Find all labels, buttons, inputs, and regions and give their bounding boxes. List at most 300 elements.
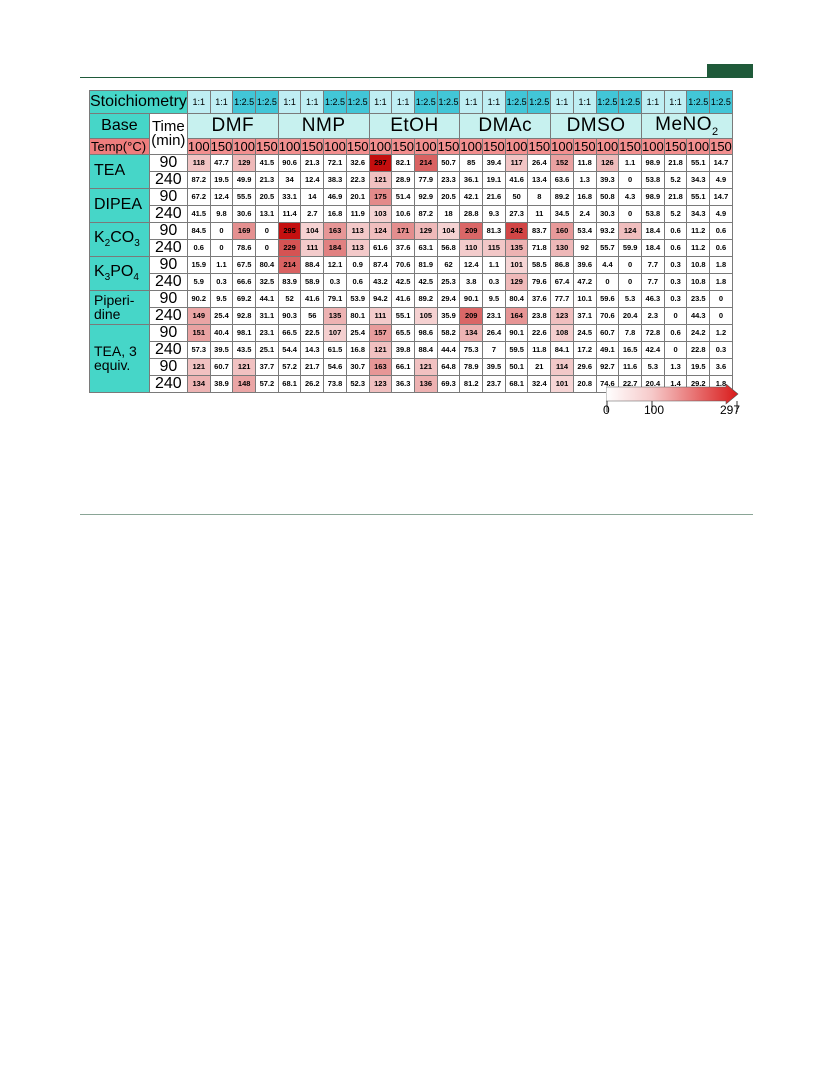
heatmap-value-cell: 10.8: [687, 256, 710, 273]
heatmap-value-cell: 175: [369, 188, 392, 205]
time-cell: 240: [149, 205, 187, 222]
heatmap-value-cell: 67.5: [233, 256, 256, 273]
heatmap-value-cell: 124: [619, 222, 642, 239]
stoichiometry-cell: 1:2.5: [528, 91, 551, 114]
time-cell: 90: [149, 154, 187, 171]
heatmap-value-cell: 39.3: [596, 171, 619, 188]
heatmap-value-cell: 0: [256, 239, 279, 256]
heatmap-value-cell: 22.6: [528, 324, 551, 341]
heatmap-value-cell: 72.8: [641, 324, 664, 341]
heatmap-value-cell: 121: [369, 341, 392, 358]
heatmap-value-cell: 0.6: [710, 222, 733, 239]
heatmap-value-cell: 44.3: [687, 307, 710, 324]
solvent-header: DMSO: [551, 114, 642, 139]
heatmap-value-cell: 129: [414, 222, 437, 239]
heatmap-value-cell: 26.4: [483, 324, 506, 341]
heatmap-value-cell: 163: [369, 358, 392, 375]
heatmap-value-cell: 22.5: [301, 324, 324, 341]
heatmap-value-cell: 0: [619, 273, 642, 290]
heatmap-value-cell: 92.9: [414, 188, 437, 205]
heatmap-value-cell: 151: [187, 324, 210, 341]
heatmap-value-cell: 164: [505, 307, 528, 324]
heatmap-value-cell: 26.2: [301, 375, 324, 392]
heatmap-value-cell: 81.2: [460, 375, 483, 392]
heatmap-value-cell: 5.2: [664, 205, 687, 222]
heatmap-value-cell: 34.5: [551, 205, 574, 222]
heatmap-value-cell: 134: [460, 324, 483, 341]
heatmap-value-cell: 71.8: [528, 239, 551, 256]
heatmap-value-cell: 58.2: [437, 324, 460, 341]
time-cell: 240: [149, 273, 187, 290]
heatmap-value-cell: 9.8: [210, 205, 233, 222]
heatmap-value-cell: 32.4: [528, 375, 551, 392]
heatmap-value-cell: 16.5: [619, 341, 642, 358]
heatmap-value-cell: 67.4: [551, 273, 574, 290]
heatmap-value-cell: 80.4: [256, 256, 279, 273]
temperature-label: Temp(°C): [90, 138, 150, 154]
stoichiometry-cell: 1:2.5: [619, 91, 642, 114]
heatmap-value-cell: 47.2: [573, 273, 596, 290]
heatmap-value-cell: 30.7: [346, 358, 369, 375]
heatmap-value-cell: 39.6: [573, 256, 596, 273]
stoichiometry-cell: 1:2.5: [414, 91, 437, 114]
heatmap-value-cell: 4.3: [619, 188, 642, 205]
heatmap-value-cell: 11.6: [619, 358, 642, 375]
heatmap-value-cell: 31.1: [256, 307, 279, 324]
heatmap-value-cell: 50.7: [437, 154, 460, 171]
heatmap-value-cell: 103: [369, 205, 392, 222]
heatmap-value-cell: 57.3: [187, 341, 210, 358]
solvent-header: NMP: [278, 114, 369, 139]
heatmap-value-cell: 74.6: [596, 375, 619, 392]
heatmap-value-cell: 0.3: [664, 256, 687, 273]
heatmap-value-cell: 29.2: [687, 375, 710, 392]
heatmap-value-cell: 62: [437, 256, 460, 273]
heatmap-value-cell: 105: [414, 307, 437, 324]
heatmap-value-cell: 0: [210, 222, 233, 239]
heatmap-value-cell: 163: [324, 222, 347, 239]
base-label: Piperi-dine: [90, 290, 150, 324]
heatmap-value-cell: 110: [460, 239, 483, 256]
heatmap-value-cell: 98.1: [233, 324, 256, 341]
heatmap-value-cell: 113: [346, 222, 369, 239]
legend-tick-max: 297: [720, 403, 741, 417]
heatmap-value-cell: 123: [369, 375, 392, 392]
heatmap-value-cell: 12.4: [460, 256, 483, 273]
heatmap-value-cell: 34: [278, 171, 301, 188]
heatmap-value-cell: 111: [369, 307, 392, 324]
heatmap-value-cell: 21.3: [256, 171, 279, 188]
heatmap-value-cell: 0: [710, 290, 733, 307]
heatmap-value-cell: 37.7: [256, 358, 279, 375]
header-block: [707, 64, 753, 77]
heatmap-value-cell: 13.1: [256, 205, 279, 222]
heatmap-value-cell: 42.5: [414, 273, 437, 290]
heatmap-value-cell: 209: [460, 307, 483, 324]
heatmap-value-cell: 20.1: [346, 188, 369, 205]
time-cell: 90: [149, 290, 187, 307]
heatmap-value-cell: 50.1: [505, 358, 528, 375]
heatmap-value-cell: 121: [233, 358, 256, 375]
heatmap-value-cell: 7: [483, 341, 506, 358]
heatmap-value-cell: 11.8: [528, 341, 551, 358]
heatmap-value-cell: 0.3: [483, 273, 506, 290]
heatmap-value-cell: 22.7: [619, 375, 642, 392]
heatmap-value-cell: 124: [369, 222, 392, 239]
heatmap-value-cell: 20.5: [256, 188, 279, 205]
heatmap-value-cell: 297: [369, 154, 392, 171]
heatmap-value-cell: 7.7: [641, 256, 664, 273]
heatmap-value-cell: 67.2: [187, 188, 210, 205]
stoichiometry-cell: 1:1: [664, 91, 687, 114]
heatmap-value-cell: 69.2: [233, 290, 256, 307]
temperature-cell: 100: [324, 138, 346, 154]
heatmap-value-cell: 19.5: [687, 358, 710, 375]
heatmap-value-cell: 0.6: [187, 239, 210, 256]
heatmap-value-cell: 16.8: [346, 341, 369, 358]
heatmap-value-cell: 4.4: [596, 256, 619, 273]
heatmap-value-cell: 0.3: [324, 273, 347, 290]
heatmap-value-cell: 56: [301, 307, 324, 324]
heatmap-value-cell: 20.5: [437, 188, 460, 205]
heatmap-value-cell: 121: [414, 358, 437, 375]
heatmap-value-cell: 65.5: [392, 324, 415, 341]
heatmap-value-cell: 57.2: [256, 375, 279, 392]
heatmap-value-cell: 41.5: [187, 205, 210, 222]
heatmap-value-cell: 59.9: [619, 239, 642, 256]
heatmap-value-cell: 34.3: [687, 205, 710, 222]
heatmap-value-cell: 23.5: [687, 290, 710, 307]
header-rule: [80, 77, 753, 78]
heatmap-value-cell: 29.4: [437, 290, 460, 307]
time-cell: 90: [149, 256, 187, 273]
heatmap-value-cell: 14.3: [301, 341, 324, 358]
heatmap-value-cell: 1.8: [710, 375, 733, 392]
heatmap-value-cell: 9.5: [483, 290, 506, 307]
heatmap-value-cell: 3.8: [460, 273, 483, 290]
heatmap-value-cell: 37.6: [392, 239, 415, 256]
heatmap-value-cell: 70.6: [392, 256, 415, 273]
heatmap-value-cell: 11.2: [687, 239, 710, 256]
heatmap-value-cell: 101: [551, 375, 574, 392]
heatmap-value-cell: 39.5: [210, 341, 233, 358]
heatmap-value-cell: 229: [278, 239, 301, 256]
temperature-cell: 100: [369, 138, 392, 154]
heatmap-value-cell: 101: [505, 256, 528, 273]
stoichiometry-cell: 1:1: [392, 91, 415, 114]
temperature-cell: 150: [437, 138, 460, 154]
heatmap-value-cell: 1.3: [573, 171, 596, 188]
heatmap-value-cell: 17.2: [573, 341, 596, 358]
heatmap-value-cell: 30.3: [596, 205, 619, 222]
heatmap-value-cell: 0: [619, 205, 642, 222]
heatmap-value-cell: 184: [324, 239, 347, 256]
heatmap-value-cell: 0: [596, 273, 619, 290]
heatmap-value-cell: 11.2: [687, 222, 710, 239]
heatmap-value-cell: 157: [369, 324, 392, 341]
heatmap-value-cell: 90.3: [278, 307, 301, 324]
temperature-cell: 100: [187, 138, 210, 154]
stoichiometry-cell: 1:2.5: [324, 91, 347, 114]
heatmap-value-cell: 149: [187, 307, 210, 324]
stoichiometry-cell: 1:1: [573, 91, 596, 114]
heatmap-value-cell: 55.1: [392, 307, 415, 324]
heatmap-value-cell: 18: [437, 205, 460, 222]
time-cell: 90: [149, 358, 187, 375]
stoichiometry-cell: 1:1: [278, 91, 301, 114]
heatmap-value-cell: 121: [187, 358, 210, 375]
temperature-cell: 150: [664, 138, 687, 154]
heatmap-value-cell: 11: [528, 205, 551, 222]
footer-rule: [80, 514, 753, 515]
heatmap-value-cell: 25.4: [346, 324, 369, 341]
temperature-cell: 150: [256, 138, 278, 154]
heatmap-value-cell: 81.9: [414, 256, 437, 273]
heatmap-value-cell: 0.6: [346, 273, 369, 290]
heatmap-value-cell: 16.8: [324, 205, 347, 222]
heatmap-value-cell: 40.4: [210, 324, 233, 341]
heatmap-value-cell: 1.3: [664, 358, 687, 375]
heatmap-value-cell: 152: [551, 154, 574, 171]
base-label: TEA: [90, 154, 150, 188]
heatmap-value-cell: 84.1: [551, 341, 574, 358]
heatmap-value-cell: 0: [710, 307, 733, 324]
temperature-cell: 100: [687, 138, 710, 154]
heatmap-value-cell: 12.4: [301, 171, 324, 188]
heatmap-value-cell: 42.5: [392, 273, 415, 290]
temperature-cell: 100: [551, 138, 573, 154]
heatmap-value-cell: 1.1: [619, 154, 642, 171]
heatmap-value-cell: 46.3: [641, 290, 664, 307]
heatmap-value-cell: 43.2: [369, 273, 392, 290]
temperature-cell: 150: [710, 138, 732, 154]
heatmap-value-cell: 37.6: [528, 290, 551, 307]
heatmap-value-cell: 23.8: [528, 307, 551, 324]
heatmap-value-cell: 0: [619, 256, 642, 273]
heatmap-value-cell: 52.3: [346, 375, 369, 392]
heatmap-value-cell: 93.2: [596, 222, 619, 239]
heatmap-value-cell: 20.4: [619, 307, 642, 324]
heatmap-value-cell: 160: [551, 222, 574, 239]
heatmap-value-cell: 90.1: [460, 290, 483, 307]
heatmap-value-cell: 0.6: [664, 239, 687, 256]
heatmap-value-cell: 115: [483, 239, 506, 256]
heatmap-value-cell: 1.2: [710, 324, 733, 341]
heatmap-value-cell: 23.1: [256, 324, 279, 341]
heatmap-value-cell: 10.1: [573, 290, 596, 307]
heatmap-value-cell: 0: [210, 239, 233, 256]
heatmap-value-cell: 11.8: [573, 154, 596, 171]
heatmap-value-cell: 54.4: [278, 341, 301, 358]
heatmap-value-cell: 18.4: [641, 222, 664, 239]
heatmap-value-cell: 171: [392, 222, 415, 239]
heatmap-value-cell: 83.7: [528, 222, 551, 239]
heatmap-value-cell: 89.2: [551, 188, 574, 205]
heatmap-value-cell: 61.5: [324, 341, 347, 358]
heatmap-value-cell: 5.2: [664, 171, 687, 188]
heatmap-value-cell: 12.1: [324, 256, 347, 273]
heatmap-value-cell: 35.9: [437, 307, 460, 324]
heatmap-value-cell: 111: [301, 239, 324, 256]
heatmap-value-cell: 0.3: [210, 273, 233, 290]
heatmap-value-cell: 21.8: [664, 188, 687, 205]
temperature-cell: 150: [346, 138, 369, 154]
solvent-header: EtOH: [369, 114, 460, 139]
base-label: DIPEA: [90, 188, 150, 222]
heatmap-value-cell: 66.5: [278, 324, 301, 341]
temperature-cell: 150: [483, 138, 505, 154]
heatmap-value-cell: 41.5: [256, 154, 279, 171]
heatmap-value-cell: 130: [551, 239, 574, 256]
heatmap-value-cell: 9.3: [483, 205, 506, 222]
heatmap-value-cell: 0.3: [710, 341, 733, 358]
heatmap-value-cell: 32.6: [346, 154, 369, 171]
time-cell: 90: [149, 188, 187, 205]
heatmap-value-cell: 19.5: [210, 171, 233, 188]
heatmap-value-cell: 0.6: [664, 222, 687, 239]
heatmap-value-cell: 104: [437, 222, 460, 239]
heatmap-value-cell: 73.8: [324, 375, 347, 392]
heatmap-value-cell: 70.6: [596, 307, 619, 324]
stoichiometry-cell: 1:2.5: [687, 91, 710, 114]
heatmap-value-cell: 7.7: [641, 273, 664, 290]
heatmap-value-cell: 42.1: [460, 188, 483, 205]
stoichiometry-label: Stoichiometry: [90, 91, 188, 114]
heatmap-value-cell: 2.4: [573, 205, 596, 222]
temperature-cell: 100: [505, 138, 528, 154]
stoichiometry-cell: 1:2.5: [437, 91, 460, 114]
time-cell: 240: [149, 375, 187, 392]
legend-tick-mid: 100: [644, 403, 665, 417]
heatmap-value-cell: 121: [369, 171, 392, 188]
temperature-cell: 150: [210, 138, 233, 154]
temperature-cell: 150: [392, 138, 414, 154]
heatmap-value-cell: 134: [187, 375, 210, 392]
stoichiometry-cell: 1:1: [641, 91, 664, 114]
heatmap-value-cell: 51.4: [392, 188, 415, 205]
stoichiometry-cell: 1:2.5: [505, 91, 528, 114]
heatmap-value-cell: 56.8: [437, 239, 460, 256]
heatmap-table: [89, 90, 733, 393]
stoichiometry-cell: 1:1: [210, 91, 233, 114]
heatmap-value-cell: 1.1: [483, 256, 506, 273]
heatmap-value-cell: 39.4: [483, 154, 506, 171]
heatmap-value-cell: 25.4: [210, 307, 233, 324]
heatmap-value-cell: 53.9: [346, 290, 369, 307]
heatmap-value-cell: 126: [596, 154, 619, 171]
heatmap-value-cell: 0.3: [664, 273, 687, 290]
heatmap-value-cell: 214: [414, 154, 437, 171]
heatmap-value-cell: 135: [324, 307, 347, 324]
stoichiometry-cell: 1:1: [301, 91, 324, 114]
heatmap-value-cell: 104: [301, 222, 324, 239]
heatmap-value-cell: 14.7: [710, 154, 733, 171]
heatmap-value-cell: 59.6: [596, 290, 619, 307]
base-label: TEA, 3 equiv.: [90, 324, 150, 392]
heatmap-value-cell: 87.2: [187, 171, 210, 188]
heatmap-value-cell: 50: [505, 188, 528, 205]
heatmap-value-cell: 78.6: [233, 239, 256, 256]
heatmap-value-cell: 53.8: [641, 171, 664, 188]
heatmap-value-cell: 53.8: [641, 205, 664, 222]
heatmap-value-cell: 24.5: [573, 324, 596, 341]
solvent-header: MeNO$_2$: [641, 114, 732, 139]
heatmap-value-cell: 108: [551, 324, 574, 341]
heatmap-value-cell: 113: [346, 239, 369, 256]
heatmap-value-cell: 24.2: [687, 324, 710, 341]
heatmap-value-cell: 209: [460, 222, 483, 239]
heatmap-value-cell: 49.1: [596, 341, 619, 358]
heatmap-value-cell: 59.5: [505, 341, 528, 358]
heatmap-value-cell: 26.4: [528, 154, 551, 171]
heatmap-value-cell: 82.1: [392, 154, 415, 171]
heatmap-value-cell: 47.7: [210, 154, 233, 171]
heatmap-value-cell: 295: [278, 222, 301, 239]
heatmap-value-cell: 55.1: [687, 188, 710, 205]
heatmap-value-cell: 23.7: [483, 375, 506, 392]
heatmap-value-cell: 10.6: [392, 205, 415, 222]
heatmap-value-cell: 41.6: [301, 290, 324, 307]
heatmap-value-cell: 34.3: [687, 171, 710, 188]
heatmap-value-cell: 98.9: [641, 188, 664, 205]
heatmap-value-cell: 88.4: [301, 256, 324, 273]
heatmap-value-cell: 44.1: [256, 290, 279, 307]
heatmap-value-cell: 60.7: [210, 358, 233, 375]
heatmap-value-cell: 21.6: [483, 188, 506, 205]
heatmap-value-cell: 43.5: [233, 341, 256, 358]
legend-tick-min: 0: [603, 403, 610, 417]
heatmap-value-cell: 92.7: [596, 358, 619, 375]
heatmap-value-cell: 98.6: [414, 324, 437, 341]
heatmap-value-cell: 16.8: [573, 188, 596, 205]
heatmap-value-cell: 55.7: [596, 239, 619, 256]
heatmap-value-cell: 54.6: [324, 358, 347, 375]
heatmap-value-cell: 27.3: [505, 205, 528, 222]
temperature-cell: 150: [528, 138, 551, 154]
time-cell: 240: [149, 171, 187, 188]
heatmap-value-cell: 114: [551, 358, 574, 375]
heatmap-value-cell: 4.9: [710, 171, 733, 188]
heatmap-value-cell: 49.9: [233, 171, 256, 188]
heatmap-value-cell: 242: [505, 222, 528, 239]
heatmap-value-cell: 107: [324, 324, 347, 341]
heatmap-value-cell: 92.8: [233, 307, 256, 324]
heatmap-value-cell: 39.5: [483, 358, 506, 375]
heatmap-value-cell: 87.4: [369, 256, 392, 273]
heatmap-value-cell: 66.6: [233, 273, 256, 290]
heatmap-value-cell: 90.1: [505, 324, 528, 341]
heatmap-value-cell: 23.3: [437, 171, 460, 188]
heatmap-value-cell: 129: [505, 273, 528, 290]
stoichiometry-cell: 1:2.5: [256, 91, 279, 114]
heatmap-value-cell: 136: [414, 375, 437, 392]
time-cell: 90: [149, 324, 187, 341]
heatmap-value-cell: 44.4: [437, 341, 460, 358]
heatmap-value-cell: 0: [256, 222, 279, 239]
base-label: $K_3PO_4$: [90, 256, 150, 290]
heatmap-value-cell: 94.2: [369, 290, 392, 307]
heatmap-value-cell: 148: [233, 375, 256, 392]
heatmap-value-cell: 38.9: [210, 375, 233, 392]
temperature-cell: 100: [278, 138, 301, 154]
time-cell: 240: [149, 239, 187, 256]
heatmap-value-cell: 85: [460, 154, 483, 171]
heatmap-value-cell: 10.8: [687, 273, 710, 290]
stoichiometry-cell: 1:1: [551, 91, 574, 114]
heatmap-value-cell: 25.1: [256, 341, 279, 358]
stoichiometry-cell: 1:1: [460, 91, 483, 114]
time-cell: 90: [149, 222, 187, 239]
